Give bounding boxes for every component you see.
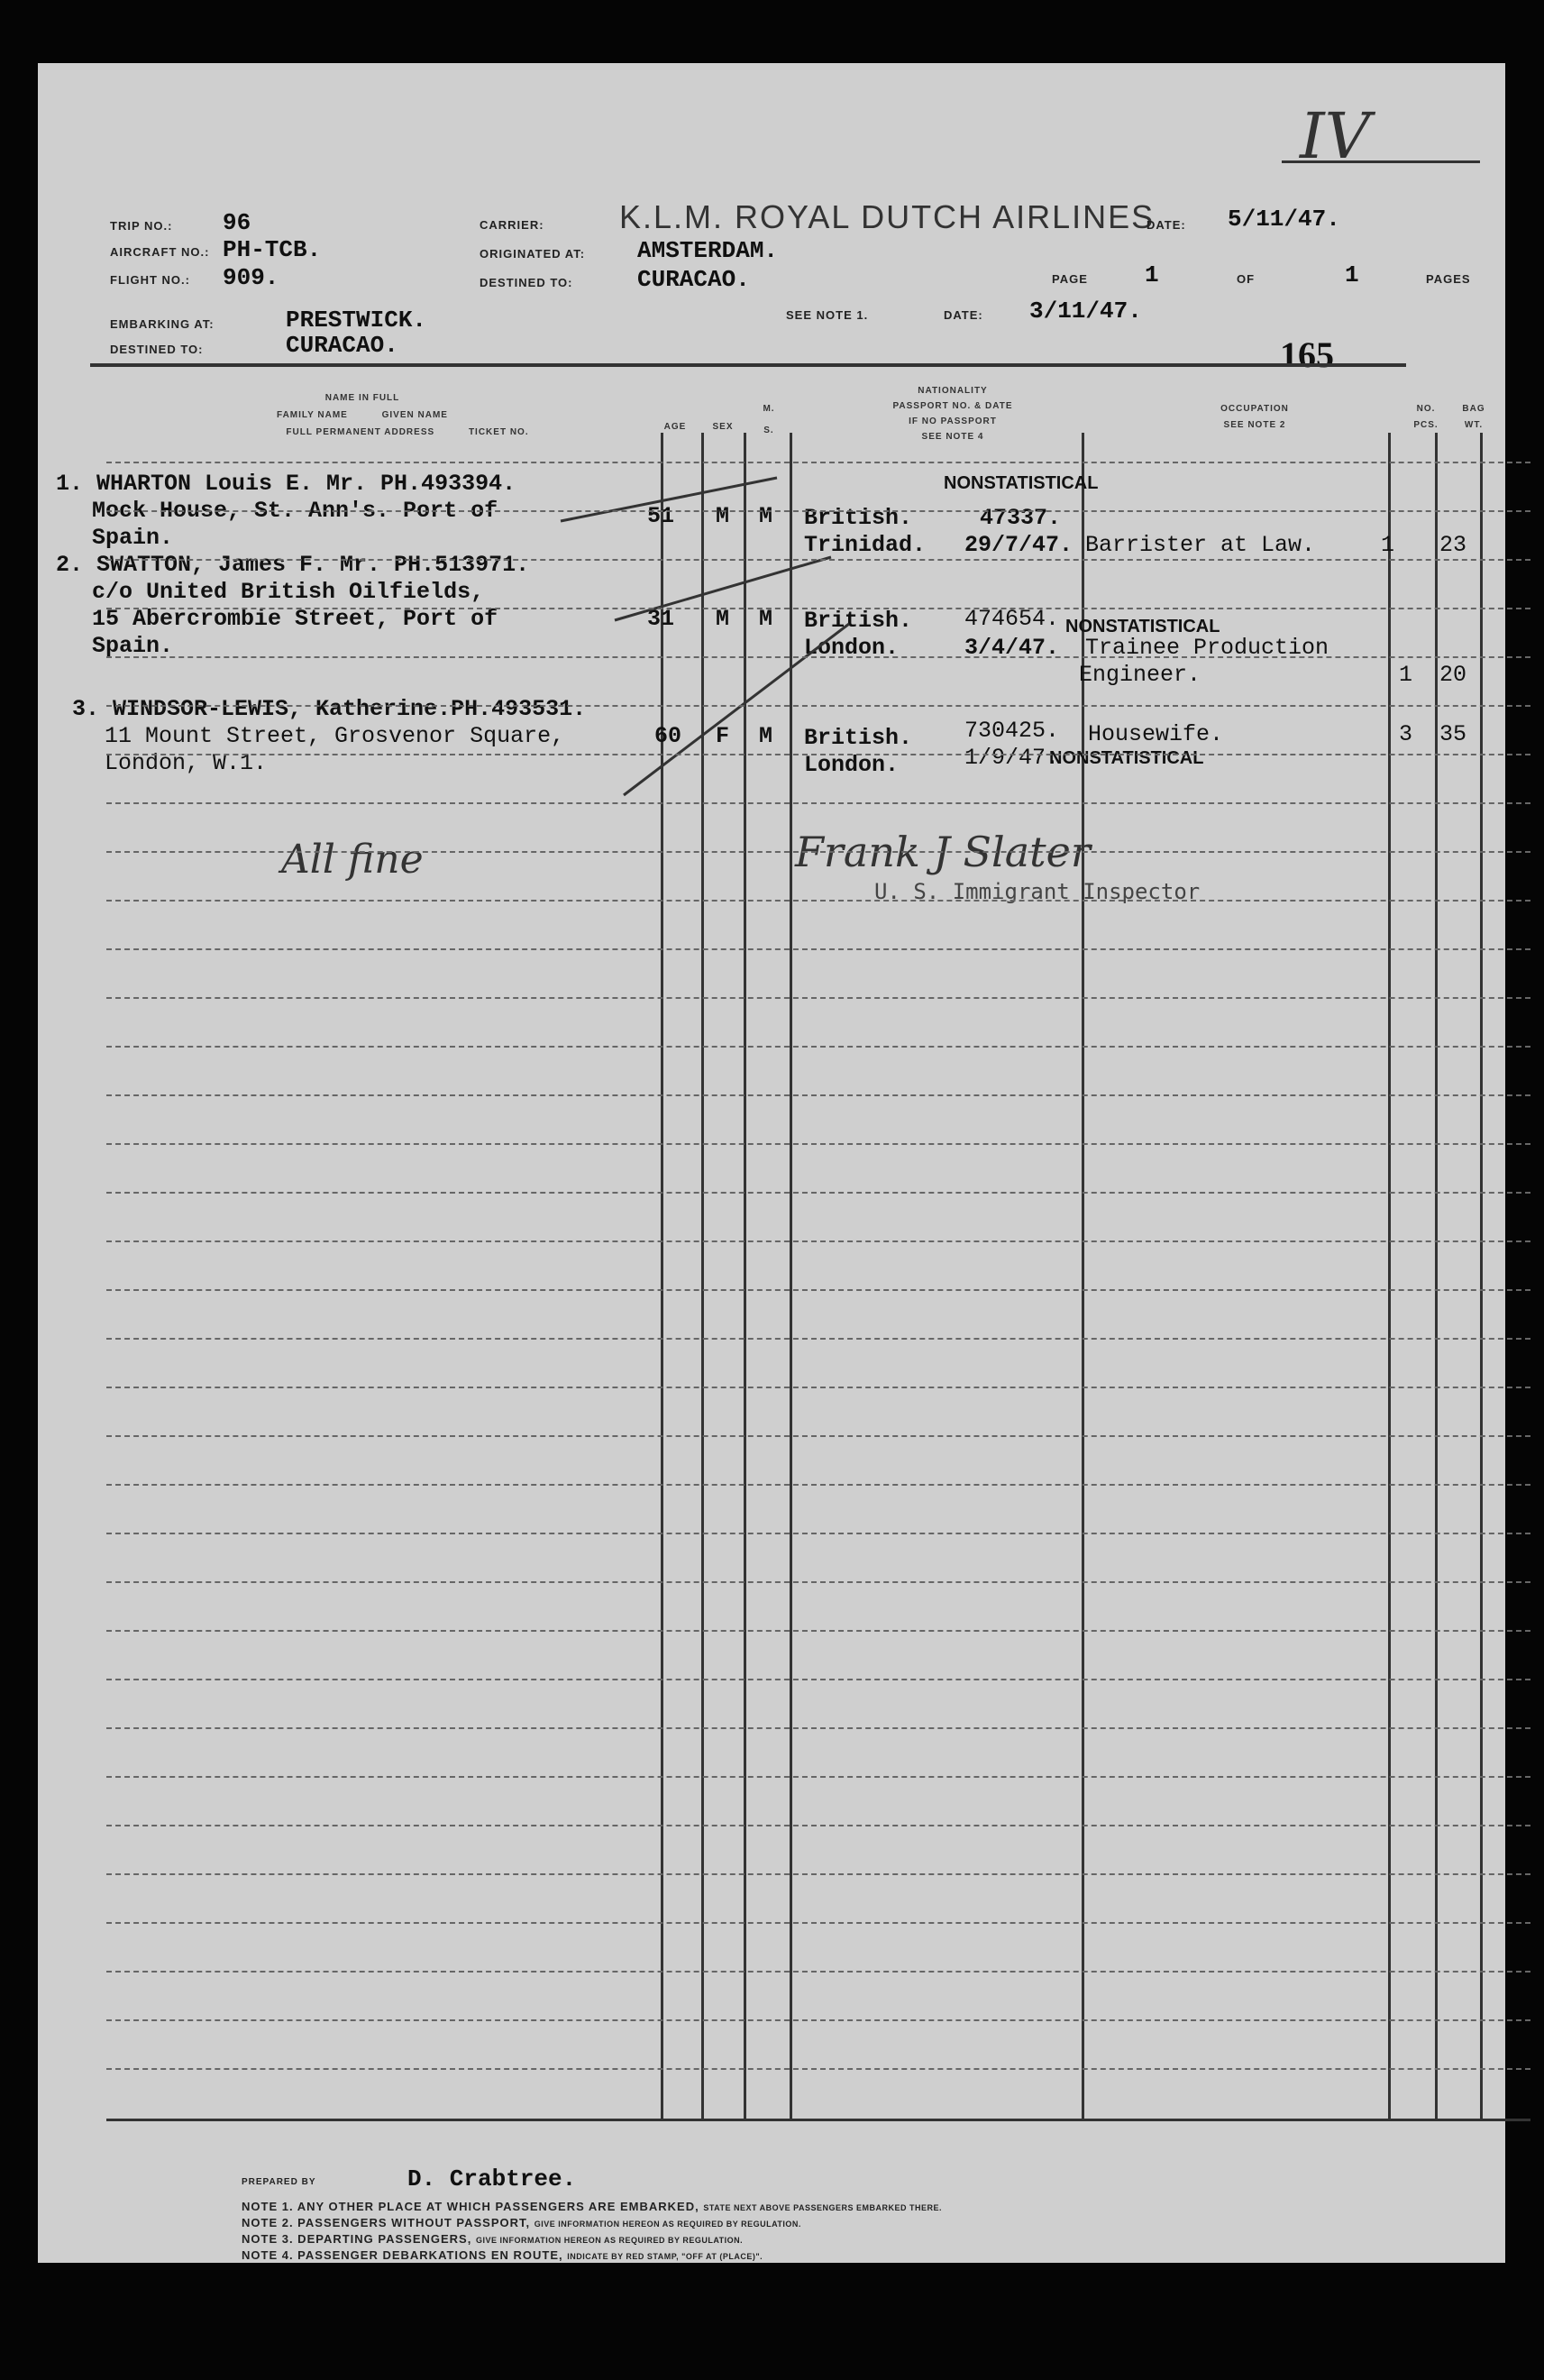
col-nat-4: SEE NOTE 4 xyxy=(921,432,984,442)
aircraft-no-value: PH-TCB. xyxy=(223,236,322,263)
col-ms-1: M. xyxy=(763,404,775,414)
passenger-2-nationality: British. xyxy=(804,608,913,634)
passenger-2-line1: 2. SWATTON, James F. Mr. PH.513971. xyxy=(56,552,530,578)
passenger-1-pcs: 1 xyxy=(1381,532,1395,558)
passenger-1-line1: 1. WHARTON Louis E. Mr. PH.493394. xyxy=(56,471,516,497)
note-4: NOTE 4. PASSENGER DEBARKATIONS EN ROUTE, INDICATE BY RED STAMP, "OFF AT (PLACE)". xyxy=(242,2248,763,2262)
checkmark-strokes xyxy=(38,63,1505,2263)
passenger-1-weight: 23 xyxy=(1439,532,1467,558)
passenger-1-nationality: British. xyxy=(804,505,913,531)
note-2: NOTE 2. PASSENGERS WITHOUT PASSPORT, GIVE INFORMATION HEREON AS REQUIRED BY REGULATION. xyxy=(242,2216,801,2229)
passenger-2-occupation-1: Trainee Production xyxy=(1085,635,1329,661)
ruled-line xyxy=(106,656,1530,658)
passenger-3-passport: 730425. xyxy=(964,718,1060,744)
passenger-1-passport: 47337. xyxy=(980,505,1062,531)
date-label: DATE: xyxy=(1147,218,1186,232)
ruled-line xyxy=(106,1338,1530,1340)
col-nat-1: NATIONALITY xyxy=(918,386,988,396)
passenger-2-line3: 15 Abercrombie Street, Port of xyxy=(92,606,498,632)
ruled-line xyxy=(106,1192,1530,1194)
col-wt-2: WT. xyxy=(1464,420,1484,430)
flight-no-label: FLIGHT NO.: xyxy=(110,273,190,287)
flight-destined-value: CURACAO. xyxy=(637,266,750,293)
passenger-3-pcs: 3 xyxy=(1399,721,1413,747)
ruled-line xyxy=(106,2068,1530,2070)
ruled-line xyxy=(106,1484,1530,1486)
passenger-2-age: 31 xyxy=(647,606,675,632)
ruled-line xyxy=(106,1825,1530,1826)
ruled-line xyxy=(106,559,1530,561)
passenger-2-passport-date: 3/4/47. xyxy=(964,635,1060,661)
col-name-3: FULL PERMANENT ADDRESS TICKET NO. xyxy=(286,427,529,437)
ruled-line xyxy=(106,510,1530,512)
passenger-1-sex: M xyxy=(716,503,730,529)
ruled-line xyxy=(106,1533,1530,1534)
passenger-2-weight: 20 xyxy=(1439,662,1467,688)
ruled-line xyxy=(106,1630,1530,1632)
prepared-by-value: D. Crabtree. xyxy=(407,2165,577,2192)
passenger-1-stat-stamp: NONSTATISTICAL xyxy=(944,473,1099,493)
passenger-2-line2: c/o United British Oilfields, xyxy=(92,579,485,605)
col-wt-1: BAG xyxy=(1462,404,1485,414)
inspector-signature: Frank J Slater xyxy=(795,828,1091,876)
col-pcs-1: NO. xyxy=(1416,404,1436,414)
trip-no-value: 96 xyxy=(223,209,251,236)
roman-numeral: IV xyxy=(1300,99,1371,173)
ruled-line xyxy=(106,948,1530,950)
page-label: PAGE xyxy=(1052,272,1088,286)
ruled-line xyxy=(106,1094,1530,1096)
date2-label: DATE: xyxy=(944,308,983,322)
ruled-line xyxy=(106,1435,1530,1437)
ruled-line xyxy=(106,802,1530,804)
passenger-1-line2: Mock House, St. Ann's. Port of xyxy=(92,498,498,524)
originated-label: ORIGINATED AT: xyxy=(480,247,586,261)
passenger-3-nationality: British. xyxy=(804,725,913,751)
col-age: AGE xyxy=(663,422,687,432)
col-name-1: NAME IN FULL xyxy=(324,393,400,403)
passenger-1-occupation: Barrister at Law. xyxy=(1085,532,1316,558)
passenger-3-sex: F xyxy=(716,723,730,749)
passenger-3-stat-stamp: NONSTATISTICAL xyxy=(1049,748,1204,768)
passenger-3-passport-date: 1/9/47. xyxy=(964,745,1060,771)
note-1: NOTE 1. ANY OTHER PLACE AT WHICH PASSENGERS ARE EMBARKED, STATE NEXT ABOVE PASSENGERS EMBARKED THERE. xyxy=(242,2200,943,2213)
trip-no-label: TRIP NO.: xyxy=(110,219,173,233)
ruled-line xyxy=(106,1727,1530,1729)
embarking-label: EMBARKING AT: xyxy=(110,317,215,331)
carrier-value: K.L.M. ROYAL DUTCH AIRLINES xyxy=(619,198,1156,235)
passenger-1-issued-at: Trinidad. xyxy=(804,532,927,558)
ruled-line xyxy=(106,1240,1530,1242)
note-3: NOTE 3. DEPARTING PASSENGERS, GIVE INFORMATION HEREON AS REQUIRED BY REGULATION. xyxy=(242,2232,744,2246)
passenger-3-issued-at: London. xyxy=(804,752,900,778)
ruled-line xyxy=(106,1776,1530,1778)
ruled-line xyxy=(106,997,1530,999)
destined-value: CURACAO. xyxy=(286,332,398,359)
passenger-3-line3: London, W.1. xyxy=(105,750,268,776)
ruled-line xyxy=(106,2019,1530,2021)
table-bottom-rule xyxy=(106,2119,1530,2121)
handwritten-note: All fine xyxy=(281,837,424,883)
passenger-2-issued-at: London. xyxy=(804,635,900,661)
col-sex: SEX xyxy=(712,422,734,432)
passenger-3-occupation: Housewife. xyxy=(1088,721,1224,747)
ruled-line xyxy=(106,705,1530,707)
col-nat-3: IF NO PASSPORT xyxy=(909,416,997,426)
ruled-line xyxy=(106,851,1530,853)
page-value: 1 xyxy=(1145,261,1159,288)
passenger-3-ms: M xyxy=(759,723,773,749)
passenger-2-pcs: 1 xyxy=(1399,662,1413,688)
of-pages-value: 1 xyxy=(1345,261,1359,288)
passenger-3-line2: 11 Mount Street, Grosvenor Square, xyxy=(105,723,565,749)
col-nat-2: PASSPORT NO. & DATE xyxy=(892,401,1013,411)
ruled-line xyxy=(106,608,1530,609)
ruled-line xyxy=(106,462,1530,463)
passenger-1-ms: M xyxy=(759,503,773,529)
col-name-2: FAMILY NAME GIVEN NAME xyxy=(277,410,448,420)
passenger-2-line4: Spain. xyxy=(92,633,174,659)
passenger-3-weight: 35 xyxy=(1439,721,1467,747)
ruled-line xyxy=(106,1873,1530,1875)
inspector-stamp: U. S. Immigrant Inspector xyxy=(874,879,1201,904)
ruled-line xyxy=(106,754,1530,755)
carrier-label: CARRIER: xyxy=(480,218,544,232)
col-pcs-2: PCS. xyxy=(1413,420,1439,430)
aircraft-no-label: AIRCRAFT NO.: xyxy=(110,245,210,259)
stamp-number: 165 xyxy=(1280,334,1334,375)
passenger-3-line1: 3. WINDSOR-LEWIS, Katherine.PH.493531. xyxy=(72,696,587,722)
passenger-1-line3: Spain. xyxy=(92,525,174,551)
ruled-line xyxy=(106,1387,1530,1388)
flight-destined-label: DESTINED TO: xyxy=(480,276,573,289)
col-occupation-2: SEE NOTE 2 xyxy=(1223,420,1286,430)
ruled-line xyxy=(106,900,1530,902)
passenger-1-passport-date: 29/7/47. xyxy=(964,532,1073,558)
flight-no-value: 909. xyxy=(223,264,279,291)
col-occupation-1: OCCUPATION xyxy=(1220,404,1289,414)
ruled-line xyxy=(106,1046,1530,1048)
passenger-2-ms: M xyxy=(759,606,773,632)
of-label: OF xyxy=(1237,272,1256,286)
ruled-line xyxy=(106,1143,1530,1145)
embarking-value: PRESTWICK. xyxy=(286,307,427,334)
destined-label: DESTINED TO: xyxy=(110,343,204,356)
passenger-2-occupation-2: Engineer. xyxy=(1079,662,1201,688)
ruled-line xyxy=(106,1289,1530,1291)
prepared-by-label: PREPARED BY xyxy=(242,2177,316,2187)
date2-value: 3/11/47. xyxy=(1029,298,1142,325)
pages-label: PAGES xyxy=(1426,272,1471,286)
passenger-2-passport: 474654. xyxy=(964,606,1060,632)
date-value: 5/11/47. xyxy=(1228,206,1340,233)
see-note-label: SEE NOTE 1. xyxy=(786,308,869,322)
passenger-1-age: 51 xyxy=(647,503,675,529)
originated-value: AMSTERDAM. xyxy=(637,237,779,264)
ruled-line xyxy=(106,1581,1530,1583)
col-ms-2: S. xyxy=(763,426,774,435)
manifest-sheet xyxy=(38,63,1505,2263)
ruled-line xyxy=(106,1971,1530,1973)
ruled-line xyxy=(106,1679,1530,1680)
passenger-2-sex: M xyxy=(716,606,730,632)
passenger-2-stat-stamp: NONSTATISTICAL xyxy=(1065,617,1220,636)
passenger-3-age: 60 xyxy=(654,723,682,749)
ruled-line xyxy=(106,1922,1530,1924)
